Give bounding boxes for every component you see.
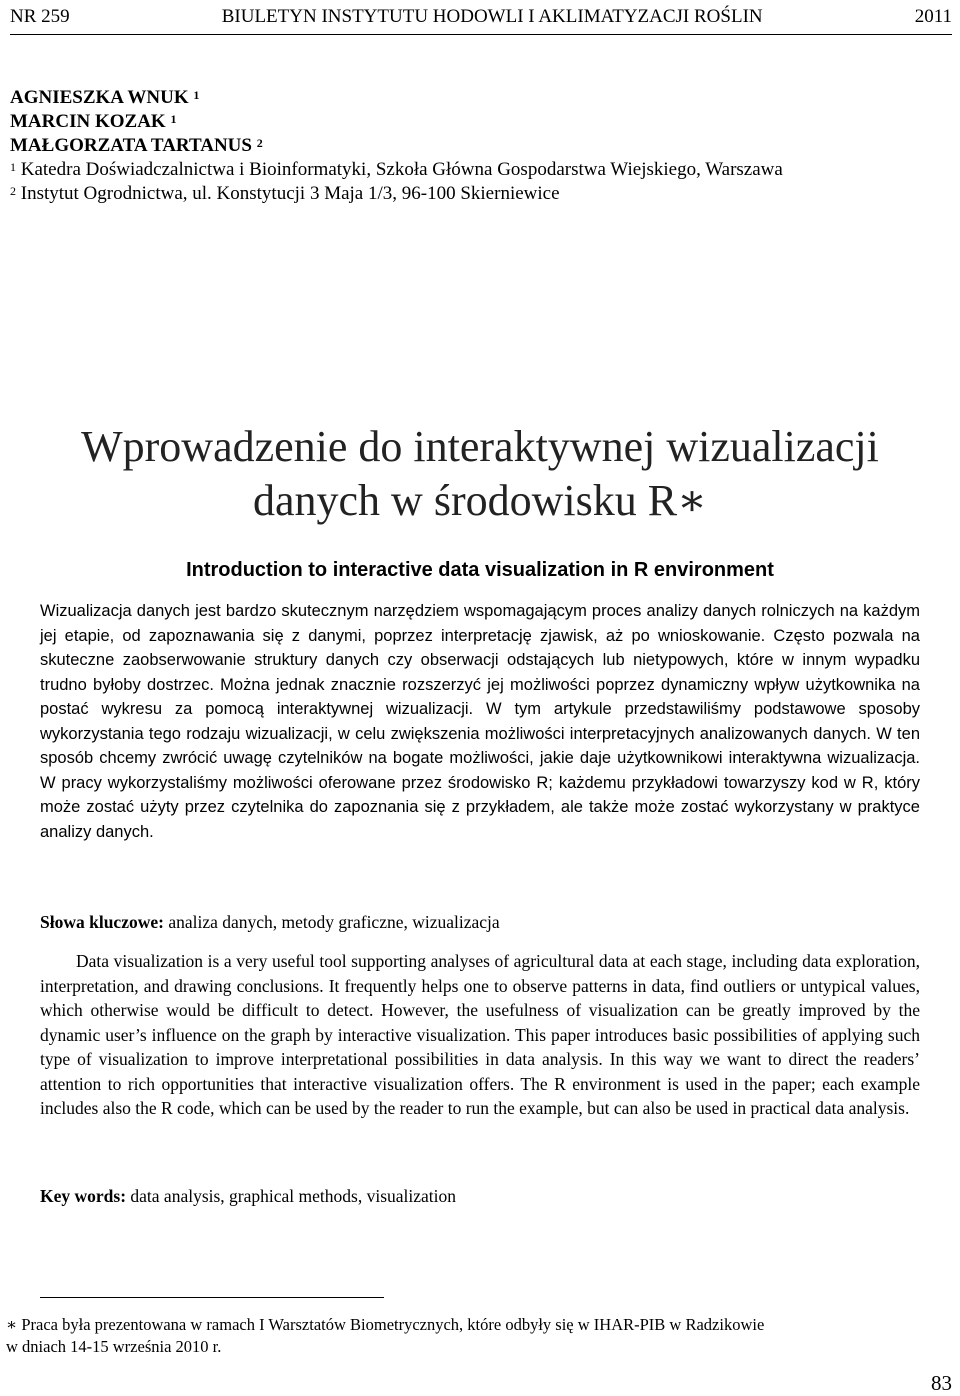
keywords-label: Key words: xyxy=(40,1186,127,1206)
journal-name: BIULETYN INSTYTUTU HODOWLI I AKLIMATYZACJI ROŚLIN xyxy=(221,6,763,27)
title-english: Introduction to interactive data visualization in R environment xyxy=(186,559,774,581)
affiliation: $^1$ Katedra Doświadczalnictwa i Bioinformatyki, Szkoła Główna Gospodarstwa Wiejskiego, Warszawa xyxy=(10,159,783,180)
publication-year: 2011 xyxy=(914,6,952,27)
title-polish-line: Wprowadzenie do interaktywnej wizualizacji xyxy=(81,422,879,471)
author-name: MARCIN KOZAK $^1$ xyxy=(10,111,177,132)
abstract-polish: Wizualizacja danych jest bardzo skutecznym narzędziem wspomagającym proces analizy danych rolniczych na każdym jej etapie, od zapoznawania się z danymi, poprzez interpretację zjawisk, aż po wnioskowanie. Często pozwala na skuteczne zaobserwowanie struktury danych czy obserwacji odstających lub nietypowych, które w innym wypadku trudno byłoby dostrzec. Można jednak znacznie rozszerzyć jej możliwości poprzez dynamiczny wpływ użytkownika na postać wykresu za pomocą interaktywnej wizualizacji. W tym artykule przedstawiliśmy podstawowe sposoby wykorzystania tego rodzaju wizualizacji, w celu zwiększenia możliwości interpretacyjnych analizowanych danych. W ten sposób chcemy zwrócić uwagę czytelników na bogate możliwości, jakie daje użytkownikowi interaktywna wizualizacja. W pracy wykorzystaliśmy możliwości oferowane przez środowisko R; każdemu przykładowi towarzyszy kod w R, który może zostać użyty przez czytelnika do zapoznania się z przykładem, ale także może zostać wykorzystany w praktyce analizy danych. xyxy=(40,602,920,841)
keywords-english xyxy=(40,1186,920,1207)
title-polish xyxy=(0,420,960,528)
keywords-text: data analysis, graphical methods, visualization xyxy=(126,1186,457,1206)
affiliation: $^2$ Instytut Ogrodnictwa, ul. Konstytucji 3 Maja 1/3, 96-100 Skierniewice xyxy=(10,183,560,204)
author-name: AGNIESZKA WNUK $^1$ xyxy=(10,87,200,108)
page-number: 83 xyxy=(931,1371,952,1395)
keywords-label: Słowa kluczowe: xyxy=(40,912,164,932)
abstract-english: Data visualization is a very useful tool supporting analyses of agricultural data at each stage, including data exploration, interpretation, and drawing conclusions. It frequently helps one to observe patterns in data, find outliers or untypical values, which otherwise would be difficult to detect. However, the usefulness of visualization can be greatly improved by the dynamic user’s influence on the graph by interactive visualization. This paper introduces basic possibilities of applying such type of visualization to improve interpretational possibilities in data analysis. In this way we want to direct the readers’ attention to rich opportunities that interactive visualization offers. The R environment is used in the paper; each example includes also the R code, which can be used by the reader to run the example, but can also be used in practical data analysis. xyxy=(40,951,920,1118)
footnote-divider xyxy=(40,1297,384,1298)
keywords-polish xyxy=(40,912,920,933)
keywords-text: analiza danych, metody graficzne, wizualizacja xyxy=(163,912,500,932)
running-header xyxy=(10,0,952,35)
author-name: MAŁGORZATA TARTANUS $^2$ xyxy=(10,135,263,156)
author-block xyxy=(10,86,950,206)
footnote-marker: ∗ xyxy=(6,1315,18,1334)
title-polish-line: danych w środowisku R∗ xyxy=(253,476,707,525)
footnote: ∗ Praca była prezentowana w ramach I Warsztatów Biometrycznych, które odbyły się w IHAR-PIB w Radzikowie w dniach 14-15 września 2010 r. xyxy=(6,1315,765,1356)
issue-number: NR 259 xyxy=(10,6,70,27)
